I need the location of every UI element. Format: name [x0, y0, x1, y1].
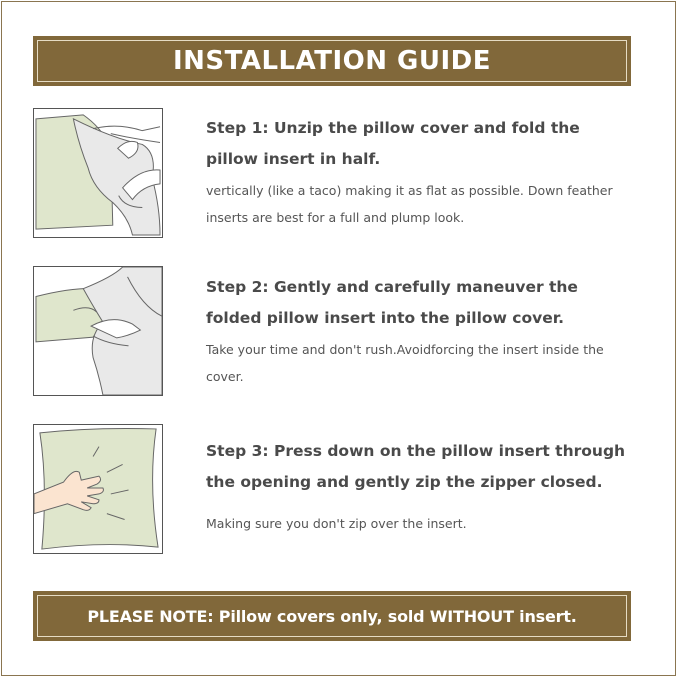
header-banner-border: [37, 40, 627, 82]
step-2-title: Step 2: Gently and carefully maneuver the folded pillow insert into the pillow cover.: [206, 278, 578, 327]
insert-pillow-illustration: [33, 266, 163, 396]
header-banner: [33, 36, 631, 86]
step-3-title: Step 3: Press down on the pillow insert through the opening and gently zip the zipper closed.: [206, 442, 626, 491]
step-3-text: [206, 436, 626, 537]
note-banner-border: [37, 595, 627, 637]
step-2-description: Take your time and don't rush.Avoidforcing the insert inside the cover.: [206, 342, 604, 384]
step-1-title: Step 1: Unzip the pillow cover and fold the pillow insert in half.: [206, 119, 580, 168]
note-banner: [33, 591, 631, 641]
press-pillow-illustration: [33, 424, 163, 554]
step-1-text: [206, 113, 626, 231]
note-text: PLEASE NOTE: Pillow covers only, sold WITHOUT insert.: [87, 606, 577, 626]
step-3-description: Making sure you don't zip over the insert.: [206, 516, 467, 531]
step-1-description: vertically (like a taco) making it as flat as possible. Down feather inserts are best for a full and plump look.: [206, 183, 613, 225]
fold-pillow-illustration: [33, 108, 163, 238]
step-2-text: [206, 272, 626, 390]
page-title: INSTALLATION GUIDE: [172, 46, 492, 76]
